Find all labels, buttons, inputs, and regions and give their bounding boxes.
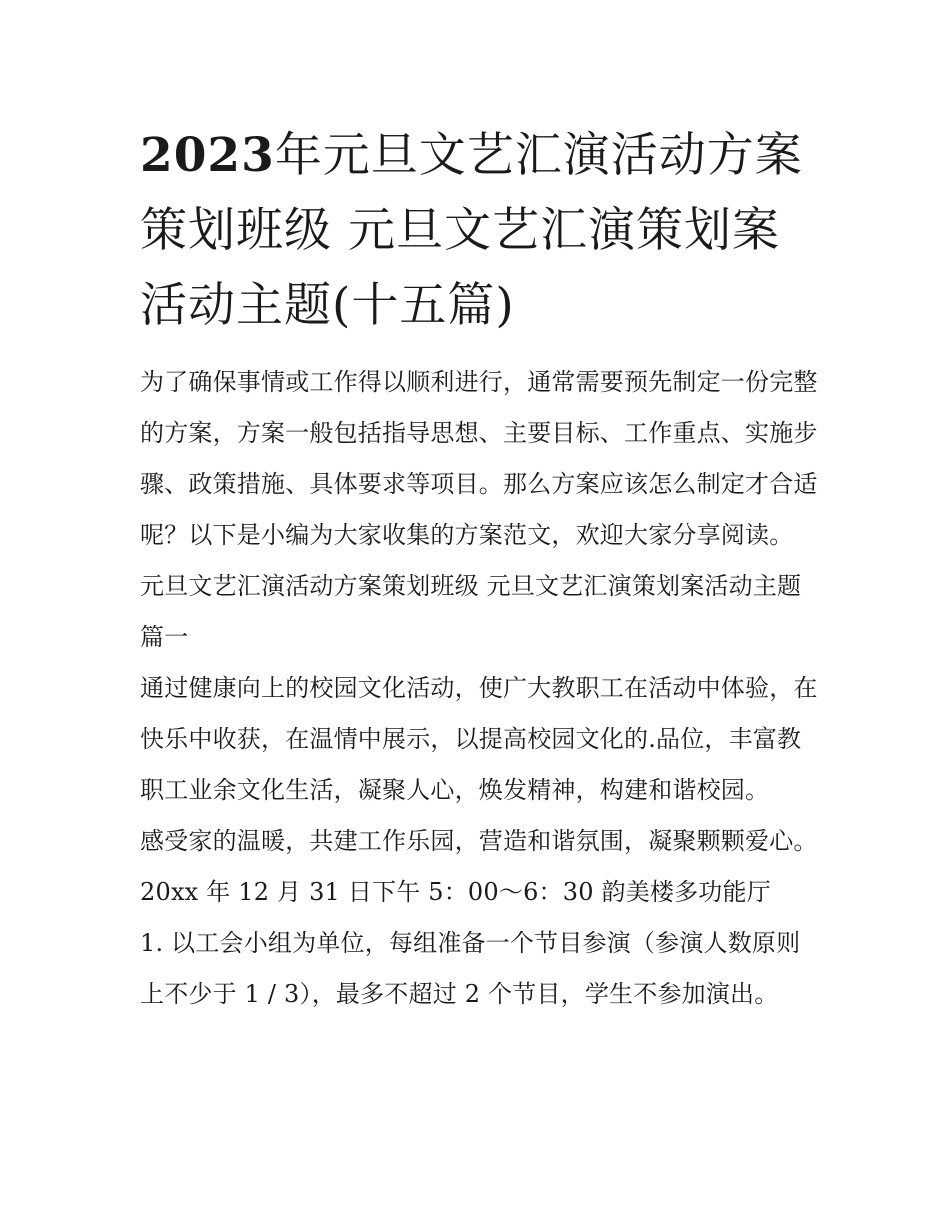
- title-text: 年元旦文艺汇演活动方案策划班级 元旦文艺汇演策划案活动主题(十五篇): [140, 128, 803, 333]
- theme-time-place-paragraph: 感受家的温暖，共建工作乐园，营造和谐氛围，凝聚颗颗爱心。 20xx 年 12 月 31 日下午 5：00～6：30 韵美楼多功能厅: [140, 827, 818, 906]
- title-year: 2023: [140, 128, 275, 183]
- rule-item-1: 1. 以工会小组为单位，每组准备一个节目参演（参演人数原则上不少于 1 / 3），最多不超过 2 个节目，学生不参加演出。: [140, 929, 801, 1008]
- purpose-paragraph: 通过健康向上的校园文化活动，使广大教职工在活动中体验，在快乐中收获，在温情中展示，以提高校园文化的.品位，丰富教职工业余文化生活，凝聚人心，焕发精神，构建和谐校园。: [140, 674, 818, 804]
- document-page: [140, 118, 820, 1020]
- section-heading: 元旦文艺汇演活动方案策划班级 元旦文艺汇演策划案活动主题篇一: [140, 572, 802, 651]
- intro-paragraph: 为了确保事情或工作得以顺利进行，通常需要预先制定一份完整的方案，方案一般包括指导思想、主要目标、工作重点、实施步骤、政策措施、具体要求等项目。那么方案应该怎么制定才合适呢？以下是小编为大家收集的方案范文，欢迎大家分享阅读。: [140, 368, 818, 549]
- document-title: [140, 118, 820, 343]
